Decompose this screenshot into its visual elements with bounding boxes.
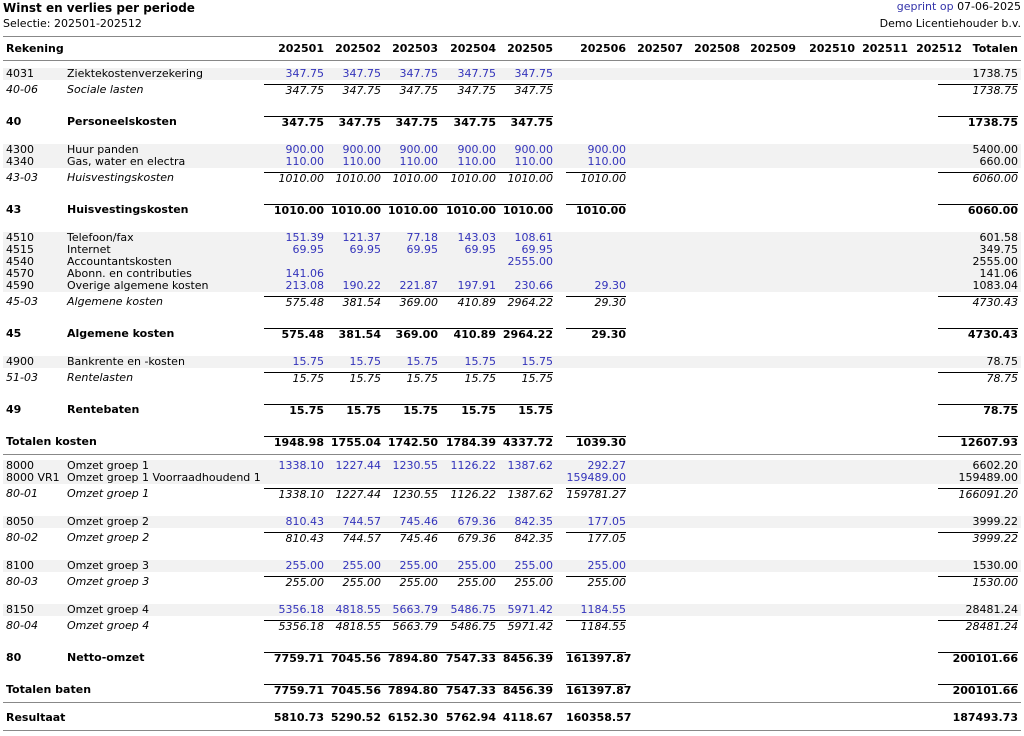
row-account: Resultaat	[6, 711, 66, 724]
cell-total: 3999.22	[938, 532, 1018, 544]
cell-value[interactable]: 141.06	[285, 267, 324, 280]
row-description: Omzet groep 4	[67, 603, 149, 616]
cell-value: 1010.00	[378, 204, 438, 216]
row-description: Omzet groep 1	[67, 487, 150, 500]
row-account: 4031	[6, 67, 34, 80]
cell-value[interactable]: 143.03	[457, 231, 496, 244]
row-description: Omzet groep 2	[67, 515, 149, 528]
row-account: 4570	[6, 267, 34, 280]
row-description: Ziektekostenverzekering	[67, 67, 203, 80]
cell-value[interactable]: 69.95	[406, 243, 438, 256]
row-account: 8100	[6, 559, 34, 572]
row-description: Huisvestingskosten	[67, 171, 174, 184]
cell-value[interactable]: 4818.55	[335, 603, 381, 616]
table-row	[3, 436, 1021, 448]
cell-value[interactable]: 29.30	[594, 279, 626, 292]
row-account: 43-03	[6, 171, 38, 184]
cell-value: 4337.72	[493, 436, 553, 448]
row-description: Omzet groep 3	[67, 575, 150, 588]
cell-value: 1010.00	[436, 204, 496, 216]
cell-value: 5663.79	[378, 620, 438, 632]
table-row	[3, 296, 1021, 308]
row-account: 8000	[6, 459, 34, 472]
cell-total: 1738.75	[938, 84, 1018, 96]
cell-value: 1010.00	[264, 172, 324, 184]
row-description: Huur panden	[67, 143, 139, 156]
col-period: 202508	[694, 42, 740, 55]
cell-total: 187493.73	[952, 711, 1018, 724]
cell-value: 255.00	[493, 576, 553, 588]
cell-value: 1227.44	[321, 488, 381, 500]
cell-total: 1530.00	[938, 576, 1018, 588]
row-account: 80-02	[6, 531, 38, 544]
row-description: Huisvestingskosten	[67, 203, 189, 216]
cell-value: 810.43	[264, 532, 324, 544]
cell-value[interactable]: 15.75	[349, 355, 381, 368]
cell-total: 78.75	[938, 404, 1018, 416]
cell-value: 15.75	[321, 372, 381, 384]
cell-total: 141.06	[979, 267, 1018, 280]
cell-value: 1010.00	[493, 204, 553, 216]
cell-value[interactable]: 151.39	[285, 231, 324, 244]
cell-value[interactable]: 900.00	[457, 143, 496, 156]
table-row	[3, 356, 1021, 368]
printed-label: geprint op	[896, 0, 954, 13]
cell-value[interactable]: 347.75	[342, 67, 381, 80]
table-row	[3, 68, 1021, 80]
cell-value[interactable]: 230.66	[514, 279, 553, 292]
printed-value: 07-06-2025	[957, 0, 1021, 13]
cell-total: 2555.00	[972, 255, 1018, 268]
table-row	[3, 280, 1021, 292]
cell-value: 347.75	[493, 84, 553, 96]
cell-value: 8456.39	[493, 652, 553, 664]
table-row	[3, 372, 1021, 384]
cell-value: 15.75	[493, 404, 553, 416]
cell-value[interactable]: 347.75	[457, 67, 496, 80]
col-period: 202507	[637, 42, 683, 55]
cell-value[interactable]: 744.57	[342, 515, 381, 528]
table-row	[3, 652, 1021, 664]
cell-value[interactable]: 1126.22	[450, 459, 496, 472]
cell-value: 347.75	[321, 84, 381, 96]
cell-total: 28481.24	[938, 620, 1018, 632]
cell-value: 1010.00	[436, 172, 496, 184]
cell-total: 3999.22	[972, 515, 1018, 528]
table-row	[3, 712, 1021, 724]
section-rule	[3, 454, 1021, 455]
cell-value: 1010.00	[264, 204, 324, 216]
cell-total: 159489.00	[958, 471, 1018, 484]
cell-value: 347.75	[321, 116, 381, 128]
cell-value: 15.75	[378, 404, 438, 416]
cell-value: 161397.87	[566, 684, 632, 697]
cell-value: 15.75	[264, 372, 324, 384]
cell-value[interactable]: 900.00	[285, 143, 324, 156]
cell-value[interactable]: 900.00	[399, 143, 438, 156]
cell-value: 575.48	[264, 296, 324, 308]
row-account: 4340	[6, 155, 34, 168]
row-description: Algemene kosten	[67, 327, 175, 340]
cell-value[interactable]: 1184.55	[580, 603, 626, 616]
cell-value: 7894.80	[378, 684, 438, 696]
header-bottom-rule	[3, 60, 1021, 61]
cell-value: 347.75	[378, 116, 438, 128]
row-description: Rentebaten	[67, 403, 140, 416]
table-row	[3, 604, 1021, 616]
cell-total: 12607.93	[938, 436, 1018, 448]
table-row	[3, 232, 1021, 244]
col-period: 202504	[450, 42, 496, 55]
cell-value[interactable]: 842.35	[514, 515, 553, 528]
col-period: 202501	[278, 42, 324, 55]
cell-value: 1039.30	[566, 436, 626, 448]
cell-value[interactable]: 69.95	[464, 243, 496, 256]
cell-value[interactable]: 745.46	[399, 515, 438, 528]
row-account: 49	[6, 403, 22, 416]
cell-value[interactable]: 110.00	[457, 155, 496, 168]
cell-value: 161397.87	[566, 652, 632, 665]
cell-value[interactable]: 1227.44	[335, 459, 381, 472]
cell-total: 6060.00	[938, 172, 1018, 184]
cell-value[interactable]: 69.95	[349, 243, 381, 256]
col-period: 202505	[507, 42, 553, 55]
cell-value[interactable]: 159489.00	[566, 471, 626, 484]
row-account: 80	[6, 651, 22, 664]
cell-total: 601.58	[979, 231, 1018, 244]
col-period: 202506	[580, 42, 626, 55]
cell-value: 347.75	[436, 116, 496, 128]
table-row	[3, 172, 1021, 184]
col-period: 202510	[809, 42, 855, 55]
cell-total: 4730.43	[938, 296, 1018, 308]
row-account: 8000 VR1	[6, 471, 60, 484]
cell-value[interactable]: 110.00	[587, 155, 626, 168]
cell-value: 347.75	[264, 84, 324, 96]
column-header-row	[3, 42, 1021, 56]
row-account: 80-04	[6, 619, 38, 632]
row-description: Bankrente en -kosten	[67, 355, 185, 368]
cell-value[interactable]: 1230.55	[392, 459, 438, 472]
cell-value[interactable]: 810.43	[285, 515, 324, 528]
cell-value: 381.54	[321, 328, 381, 340]
cell-value[interactable]: 255.00	[399, 559, 438, 572]
cell-value: 7894.80	[378, 652, 438, 664]
cell-value: 347.75	[436, 84, 496, 96]
cell-value: 6152.30	[387, 711, 438, 724]
table-row	[3, 116, 1021, 128]
cell-total: 200101.66	[938, 652, 1018, 664]
row-description: Internet	[67, 243, 111, 256]
cell-value: 5810.73	[273, 711, 324, 724]
row-description: Omzet groep 4	[67, 619, 150, 632]
row-description: Omzet groep 2	[67, 531, 150, 544]
cell-value[interactable]: 1387.62	[507, 459, 553, 472]
row-account: 43	[6, 203, 22, 216]
row-description: Abonn. en contributies	[67, 267, 192, 280]
cell-value: 410.89	[436, 296, 496, 308]
cell-value[interactable]: 1338.10	[278, 459, 324, 472]
cell-value[interactable]: 15.75	[406, 355, 438, 368]
cell-value: 369.00	[378, 328, 438, 340]
col-total: Totalen	[972, 42, 1018, 55]
cell-value[interactable]: 15.75	[464, 355, 496, 368]
cell-value: 15.75	[264, 404, 324, 416]
row-description: Gas, water en electra	[67, 155, 186, 168]
cell-value[interactable]: 110.00	[285, 155, 324, 168]
row-description: Omzet groep 1 Voorraadhoudend 1	[67, 471, 261, 484]
cell-value[interactable]: 213.08	[285, 279, 324, 292]
cell-value[interactable]: 190.22	[342, 279, 381, 292]
row-description: Personeelskosten	[67, 115, 177, 128]
row-description: Algemene kosten	[67, 295, 163, 308]
table-row	[3, 404, 1021, 416]
section-rule	[3, 730, 1021, 731]
cell-value: 1230.55	[378, 488, 438, 500]
cell-value[interactable]: 110.00	[342, 155, 381, 168]
row-account: 4540	[6, 255, 34, 268]
cell-value[interactable]: 255.00	[457, 559, 496, 572]
cell-value: 842.35	[493, 532, 553, 544]
row-account: 8050	[6, 515, 34, 528]
row-account: Totalen kosten	[6, 435, 97, 448]
row-account: 4300	[6, 143, 34, 156]
cell-value: 5486.75	[436, 620, 496, 632]
row-description: Omzet groep 1	[67, 459, 149, 472]
cell-value[interactable]: 292.27	[587, 459, 626, 472]
cell-value[interactable]: 5486.75	[450, 603, 496, 616]
cell-value: 575.48	[264, 328, 324, 340]
cell-value: 410.89	[436, 328, 496, 340]
row-account: 4510	[6, 231, 34, 244]
cell-total: 200101.66	[938, 684, 1018, 696]
cell-value: 2964.22	[493, 328, 553, 340]
cell-value: 255.00	[321, 576, 381, 588]
col-account: Rekening	[6, 42, 64, 55]
cell-value[interactable]: 110.00	[514, 155, 553, 168]
cell-value[interactable]: 5971.42	[507, 603, 553, 616]
col-period: 202502	[335, 42, 381, 55]
table-row	[3, 516, 1021, 528]
table-row	[3, 472, 1021, 484]
cell-value: 15.75	[378, 372, 438, 384]
cell-value: 1010.00	[566, 204, 626, 216]
row-account: 4590	[6, 279, 34, 292]
col-period: 202512	[916, 42, 962, 55]
cell-total: 1530.00	[972, 559, 1018, 572]
cell-value[interactable]: 900.00	[514, 143, 553, 156]
row-description: Rentelasten	[67, 371, 134, 384]
row-account: 4515	[6, 243, 34, 256]
cell-value: 347.75	[378, 84, 438, 96]
cell-value: 160358.57	[566, 711, 632, 724]
cell-value: 15.75	[436, 404, 496, 416]
table-row	[3, 684, 1021, 696]
cell-value: 255.00	[566, 576, 626, 588]
table-row	[3, 620, 1021, 632]
row-account: 80-01	[6, 487, 38, 500]
cell-value: 381.54	[321, 296, 381, 308]
cell-value: 5762.94	[445, 711, 496, 724]
cell-value: 1010.00	[493, 172, 553, 184]
row-account: Totalen baten	[6, 683, 92, 696]
cell-value[interactable]: 77.18	[406, 231, 438, 244]
cell-value: 255.00	[264, 576, 324, 588]
cell-value: 8456.39	[493, 684, 553, 696]
cell-value[interactable]: 2555.00	[507, 255, 553, 268]
cell-value[interactable]: 5356.18	[278, 603, 324, 616]
cell-value[interactable]: 121.37	[342, 231, 381, 244]
cell-value: 1184.55	[566, 620, 626, 632]
row-account: 51-03	[6, 371, 38, 384]
cell-total: 5400.00	[972, 143, 1018, 156]
row-description: Omzet groep 3	[67, 559, 149, 572]
cell-value[interactable]: 221.87	[399, 279, 438, 292]
row-account: 8150	[6, 603, 34, 616]
selection-range: Selectie: 202501-202512	[3, 17, 142, 30]
cell-value[interactable]: 900.00	[587, 143, 626, 156]
table-row	[3, 532, 1021, 544]
cell-value: 29.30	[566, 328, 626, 340]
cell-value: 159781.27	[566, 488, 626, 501]
cell-value[interactable]: 347.75	[285, 67, 324, 80]
cell-value: 177.05	[566, 532, 626, 544]
table-row	[3, 488, 1021, 500]
section-rule	[3, 702, 1021, 703]
cell-value: 1742.50	[378, 436, 438, 448]
cell-value: 7045.56	[321, 652, 381, 664]
cell-total: 6602.20	[972, 459, 1018, 472]
cell-value: 5356.18	[264, 620, 324, 632]
col-period: 202511	[862, 42, 908, 55]
cell-value: 7547.33	[436, 652, 496, 664]
row-description: Netto-omzet	[67, 651, 145, 664]
table-row	[3, 156, 1021, 168]
cell-value: 15.75	[321, 404, 381, 416]
row-account: 40	[6, 115, 22, 128]
cell-value: 347.75	[493, 116, 553, 128]
cell-value[interactable]: 110.00	[399, 155, 438, 168]
cell-value: 1010.00	[321, 172, 381, 184]
cell-value: 1010.00	[566, 172, 626, 184]
cell-value: 1387.62	[493, 488, 553, 500]
cell-value: 1755.04	[321, 436, 381, 448]
cell-value: 4818.55	[321, 620, 381, 632]
row-account: 45-03	[6, 295, 38, 308]
cell-value[interactable]: 255.00	[587, 559, 626, 572]
cell-value[interactable]: 15.75	[292, 355, 324, 368]
cell-value: 2964.22	[493, 296, 553, 308]
table-row	[3, 328, 1021, 340]
cell-value: 7547.33	[436, 684, 496, 696]
row-description: Sociale lasten	[67, 83, 144, 96]
cell-value[interactable]: 69.95	[521, 243, 553, 256]
cell-value[interactable]: 197.91	[457, 279, 496, 292]
cell-value: 4118.67	[502, 711, 553, 724]
cell-total: 1738.75	[972, 67, 1018, 80]
cell-value[interactable]: 255.00	[514, 559, 553, 572]
cell-value: 1948.98	[264, 436, 324, 448]
table-row	[3, 576, 1021, 588]
cell-value: 255.00	[436, 576, 496, 588]
cell-value[interactable]: 108.61	[514, 231, 553, 244]
cell-total: 78.75	[986, 355, 1018, 368]
row-account: 45	[6, 327, 22, 340]
table-row	[3, 560, 1021, 572]
cell-total: 78.75	[938, 372, 1018, 384]
cell-total: 1738.75	[938, 116, 1018, 128]
cell-value: 347.75	[264, 116, 324, 128]
cell-value: 7759.71	[264, 652, 324, 664]
cell-value: 1338.10	[264, 488, 324, 500]
row-description: Accountantskosten	[67, 255, 172, 268]
cell-value[interactable]: 900.00	[342, 143, 381, 156]
col-period: 202503	[392, 42, 438, 55]
row-description: Overige algemene kosten	[67, 279, 209, 292]
cell-value: 369.00	[378, 296, 438, 308]
cell-total: 660.00	[979, 155, 1018, 168]
report-header	[3, 0, 1021, 34]
cell-value: 29.30	[566, 296, 626, 308]
cell-value[interactable]: 347.75	[514, 67, 553, 80]
cell-value[interactable]: 255.00	[342, 559, 381, 572]
cell-value: 1010.00	[321, 204, 381, 216]
cell-value: 1784.39	[436, 436, 496, 448]
cell-value[interactable]: 177.05	[587, 515, 626, 528]
row-description: Telefoon/fax	[67, 231, 134, 244]
cell-value: 15.75	[436, 372, 496, 384]
company-name: Demo Licentiehouder b.v.	[879, 17, 1021, 30]
cell-total: 4730.43	[938, 328, 1018, 340]
report-title: Winst en verlies per periode	[3, 1, 195, 15]
row-account: 40-06	[6, 83, 38, 96]
cell-value[interactable]: 69.95	[292, 243, 324, 256]
cell-value[interactable]: 679.36	[457, 515, 496, 528]
cell-value[interactable]: 5663.79	[392, 603, 438, 616]
cell-total: 28481.24	[965, 603, 1018, 616]
row-account: 4900	[6, 355, 34, 368]
cell-value: 1126.22	[436, 488, 496, 500]
cell-total: 349.75	[979, 243, 1018, 256]
cell-value: 255.00	[378, 576, 438, 588]
header-top-rule	[3, 36, 1021, 37]
cell-value: 679.36	[436, 532, 496, 544]
cell-value: 5290.52	[330, 711, 381, 724]
cell-value: 5971.42	[493, 620, 553, 632]
printed-date	[897, 0, 1021, 13]
cell-total: 6060.00	[938, 204, 1018, 216]
cell-total: 1083.04	[972, 279, 1018, 292]
row-account: 80-03	[6, 575, 38, 588]
cell-total: 166091.20	[938, 488, 1018, 500]
table-row	[3, 84, 1021, 96]
cell-value: 15.75	[493, 372, 553, 384]
cell-value: 7045.56	[321, 684, 381, 696]
cell-value: 1010.00	[378, 172, 438, 184]
cell-value: 744.57	[321, 532, 381, 544]
col-period: 202509	[750, 42, 796, 55]
cell-value[interactable]: 15.75	[521, 355, 553, 368]
cell-value: 745.46	[378, 532, 438, 544]
cell-value[interactable]: 255.00	[285, 559, 324, 572]
table-row	[3, 204, 1021, 216]
cell-value: 7759.71	[264, 684, 324, 696]
cell-value[interactable]: 347.75	[399, 67, 438, 80]
